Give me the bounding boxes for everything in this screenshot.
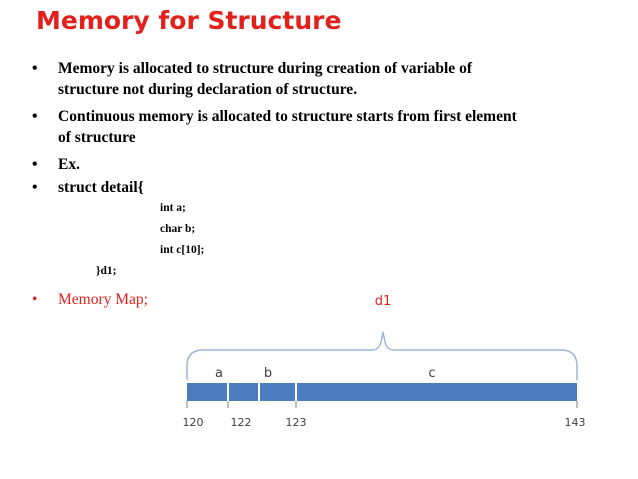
member-label-c: c (428, 366, 436, 381)
bullet-dot: • (32, 60, 38, 77)
bullet-dot: • (32, 156, 38, 173)
bullet-dot: • (32, 291, 38, 308)
bullet-text-line: Ex. (58, 156, 80, 173)
address-label: 123 (285, 416, 307, 429)
memory-bar (187, 383, 577, 401)
address-label: 120 (182, 416, 204, 429)
bullet-text-line: Memory is allocated to structure during creation of variable of (58, 60, 472, 77)
bullet-dot: • (32, 108, 38, 125)
member-label-b: b (263, 366, 273, 381)
variable-name-label: d1 (374, 294, 392, 309)
slide-title: Memory for Structure (36, 6, 342, 35)
address-label: 122 (230, 416, 252, 429)
bullet-text-line: of structure (58, 129, 136, 146)
code-closing-line: }d1; (96, 265, 117, 277)
bullet-text-line: Continuous memory is allocated to structure starts from first element (58, 108, 517, 125)
bullet-dot: • (32, 179, 38, 196)
bullet-text-line: structure not during declaration of structure. (58, 81, 358, 98)
memory-map-label: Memory Map; (58, 291, 148, 308)
structure-brace (187, 332, 577, 380)
bullet-text-line: struct detail{ (58, 179, 144, 196)
member-label-a: a (215, 366, 223, 381)
address-label: 143 (564, 416, 586, 429)
code-line: int a; (160, 202, 186, 214)
code-line: int c[10]; (160, 244, 205, 256)
code-line: char b; (160, 223, 196, 235)
